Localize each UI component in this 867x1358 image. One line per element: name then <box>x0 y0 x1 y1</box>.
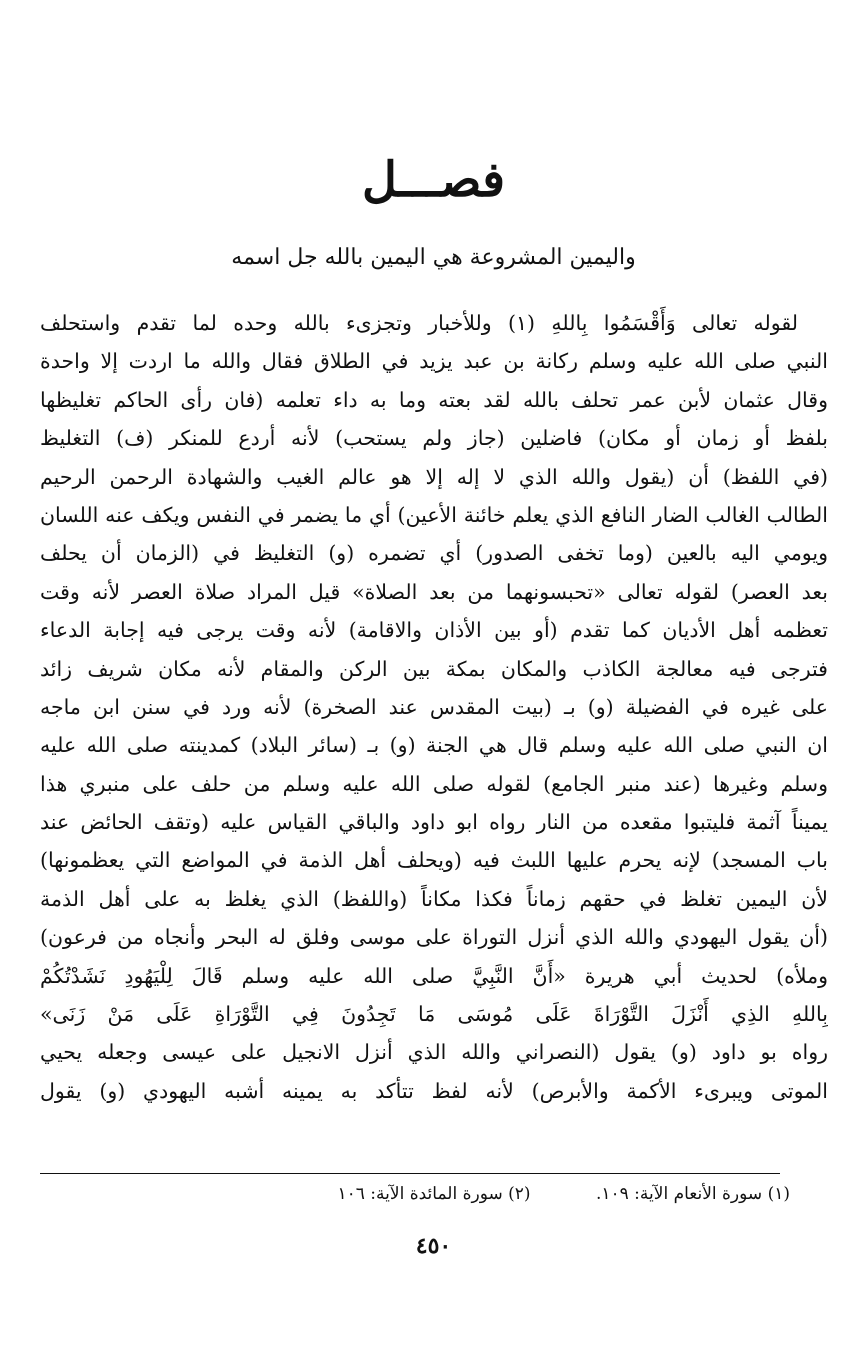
text-line: الموتى ويبرىء الأكمة والأبرص) لأنه لفظ تتأكد به يمينه أشبه اليهودي (و) يقول <box>40 1078 828 1103</box>
text-line: وسلم وغيرها (عند منبر الجامع) لقوله صلى الله عليه وسلم من حلف على منبري هذا <box>40 771 828 796</box>
text-line: (أن يقول اليهودي والله الذي أنزل التوراة على موسى وفلق له البحر وأنجاه من فرعون) <box>40 925 828 950</box>
text-line: بعد العصر) لقوله تعالى «تحبسونهما من بعد الصلاة» قيل المراد صلاة العصر لأنه وقت <box>40 579 828 604</box>
section-subtitle: واليمين المشروعة هي اليمين بالله جل اسمه <box>231 245 636 270</box>
text-line: وملأه) لحديث أبي هريرة «أَنَّ النَّبِيَّ صلى الله عليه وسلم قَالَ لِلْيَهُودِ نَشَدْتُكُمْ <box>40 963 828 988</box>
text-line: ان النبي صلى الله عليه وسلم قال هي الجنة (و) بـ (سائر البلاد) كمدينته صلى الله عليه <box>40 733 828 758</box>
text-line: لأن اليمين تغلظ في حقهم زماناً فكذا مكاناً (واللفظ) الذي يغلظ به على أهل الذمة <box>40 886 828 911</box>
text-line: يميناً آثمة فليتبوا مقعده من النار رواه ابو داود والباقي القياس عليه (وتقف الحائض عند <box>40 810 828 835</box>
text-line: لقوله تعالى وَأَقْسَمُوا بِاللهِ (١) وللأخبار وتجزىء بالله وحده لما تقدم واستحلف <box>40 311 798 335</box>
footnote: (٢) سورة المائدة الآية: ١٠٦ <box>337 1184 531 1204</box>
text-line: تعظمه أهل الأديان كما تقدم (أو بين الأذان والاقامة) لأنه وقت يرجى فيه إجابة الدعاء <box>40 618 828 643</box>
text-line: باب المسجد) لإنه يحرم عليها اللبث فيه (ويحلف أهل الذمة في المواضع التي يعظمونها) <box>40 848 828 873</box>
body-text <box>40 304 828 1110</box>
footnote-divider <box>40 1173 780 1174</box>
text-line: بِاللهِ الذِي أَنْزَلَ التَّوْرَاةَ عَلَى مُوسَى مَا تَجِدُونَ فِي التَّوْرَاةِ عَلَى مَنْ زَنَى» <box>40 1002 828 1027</box>
text-line: (في اللفظ) أن (يقول والله الذي لا إله إلا هو عالم الغيب والشهادة الرحمن الرحيم <box>40 464 828 489</box>
page-number: ٤٥٠ <box>415 1233 452 1259</box>
text-line: النبي صلى الله عليه وسلم ركانة بن عبد يزيد في الطلاق فقال والله ما اردت إلا واحدة <box>40 349 828 374</box>
footnotes <box>200 1180 790 1210</box>
chapter-title: فصـــل <box>361 152 506 208</box>
text-line: وقال عثمان لأبن عمر تحلف بالله لقد بعته وما به داء تعلمه (فان رأى الحاكم تغليظها <box>40 387 828 412</box>
text-line: ويومي اليه بالعين (وما تخفى الصدور) أي تضمره (و) التغليظ في (الزمان أن يحلف <box>40 541 828 566</box>
text-line: بلفظ أو زمان أو مكان) فاضلين (جاز ولم يستحب) لأنه أردع للمنكر (ف) التغليظ <box>40 426 828 451</box>
text-line: على غيره في الفضيلة (و) بـ (بيت المقدس عند الصخرة) لأنه ورد في سنن ابن ماجه <box>40 694 828 719</box>
text-line: رواه بو داود (و) يقول (النصراني والله الذي أنزل الانجيل على عيسى وجعله يحيي <box>40 1040 828 1065</box>
footnote: (١) سورة الأنعام الآية: ١٠٩. <box>595 1184 790 1204</box>
text-line: الطالب الغالب الضار النافع الذي يعلم خائنة الأعين) أي ما يضمر في النفس ويكف عنه اللسان <box>40 502 828 527</box>
text-line: فترجى فيه معالجة الكاذب والمكان بمكة بين الركن والمقام لأنه مكان شريف زائد <box>40 656 828 681</box>
